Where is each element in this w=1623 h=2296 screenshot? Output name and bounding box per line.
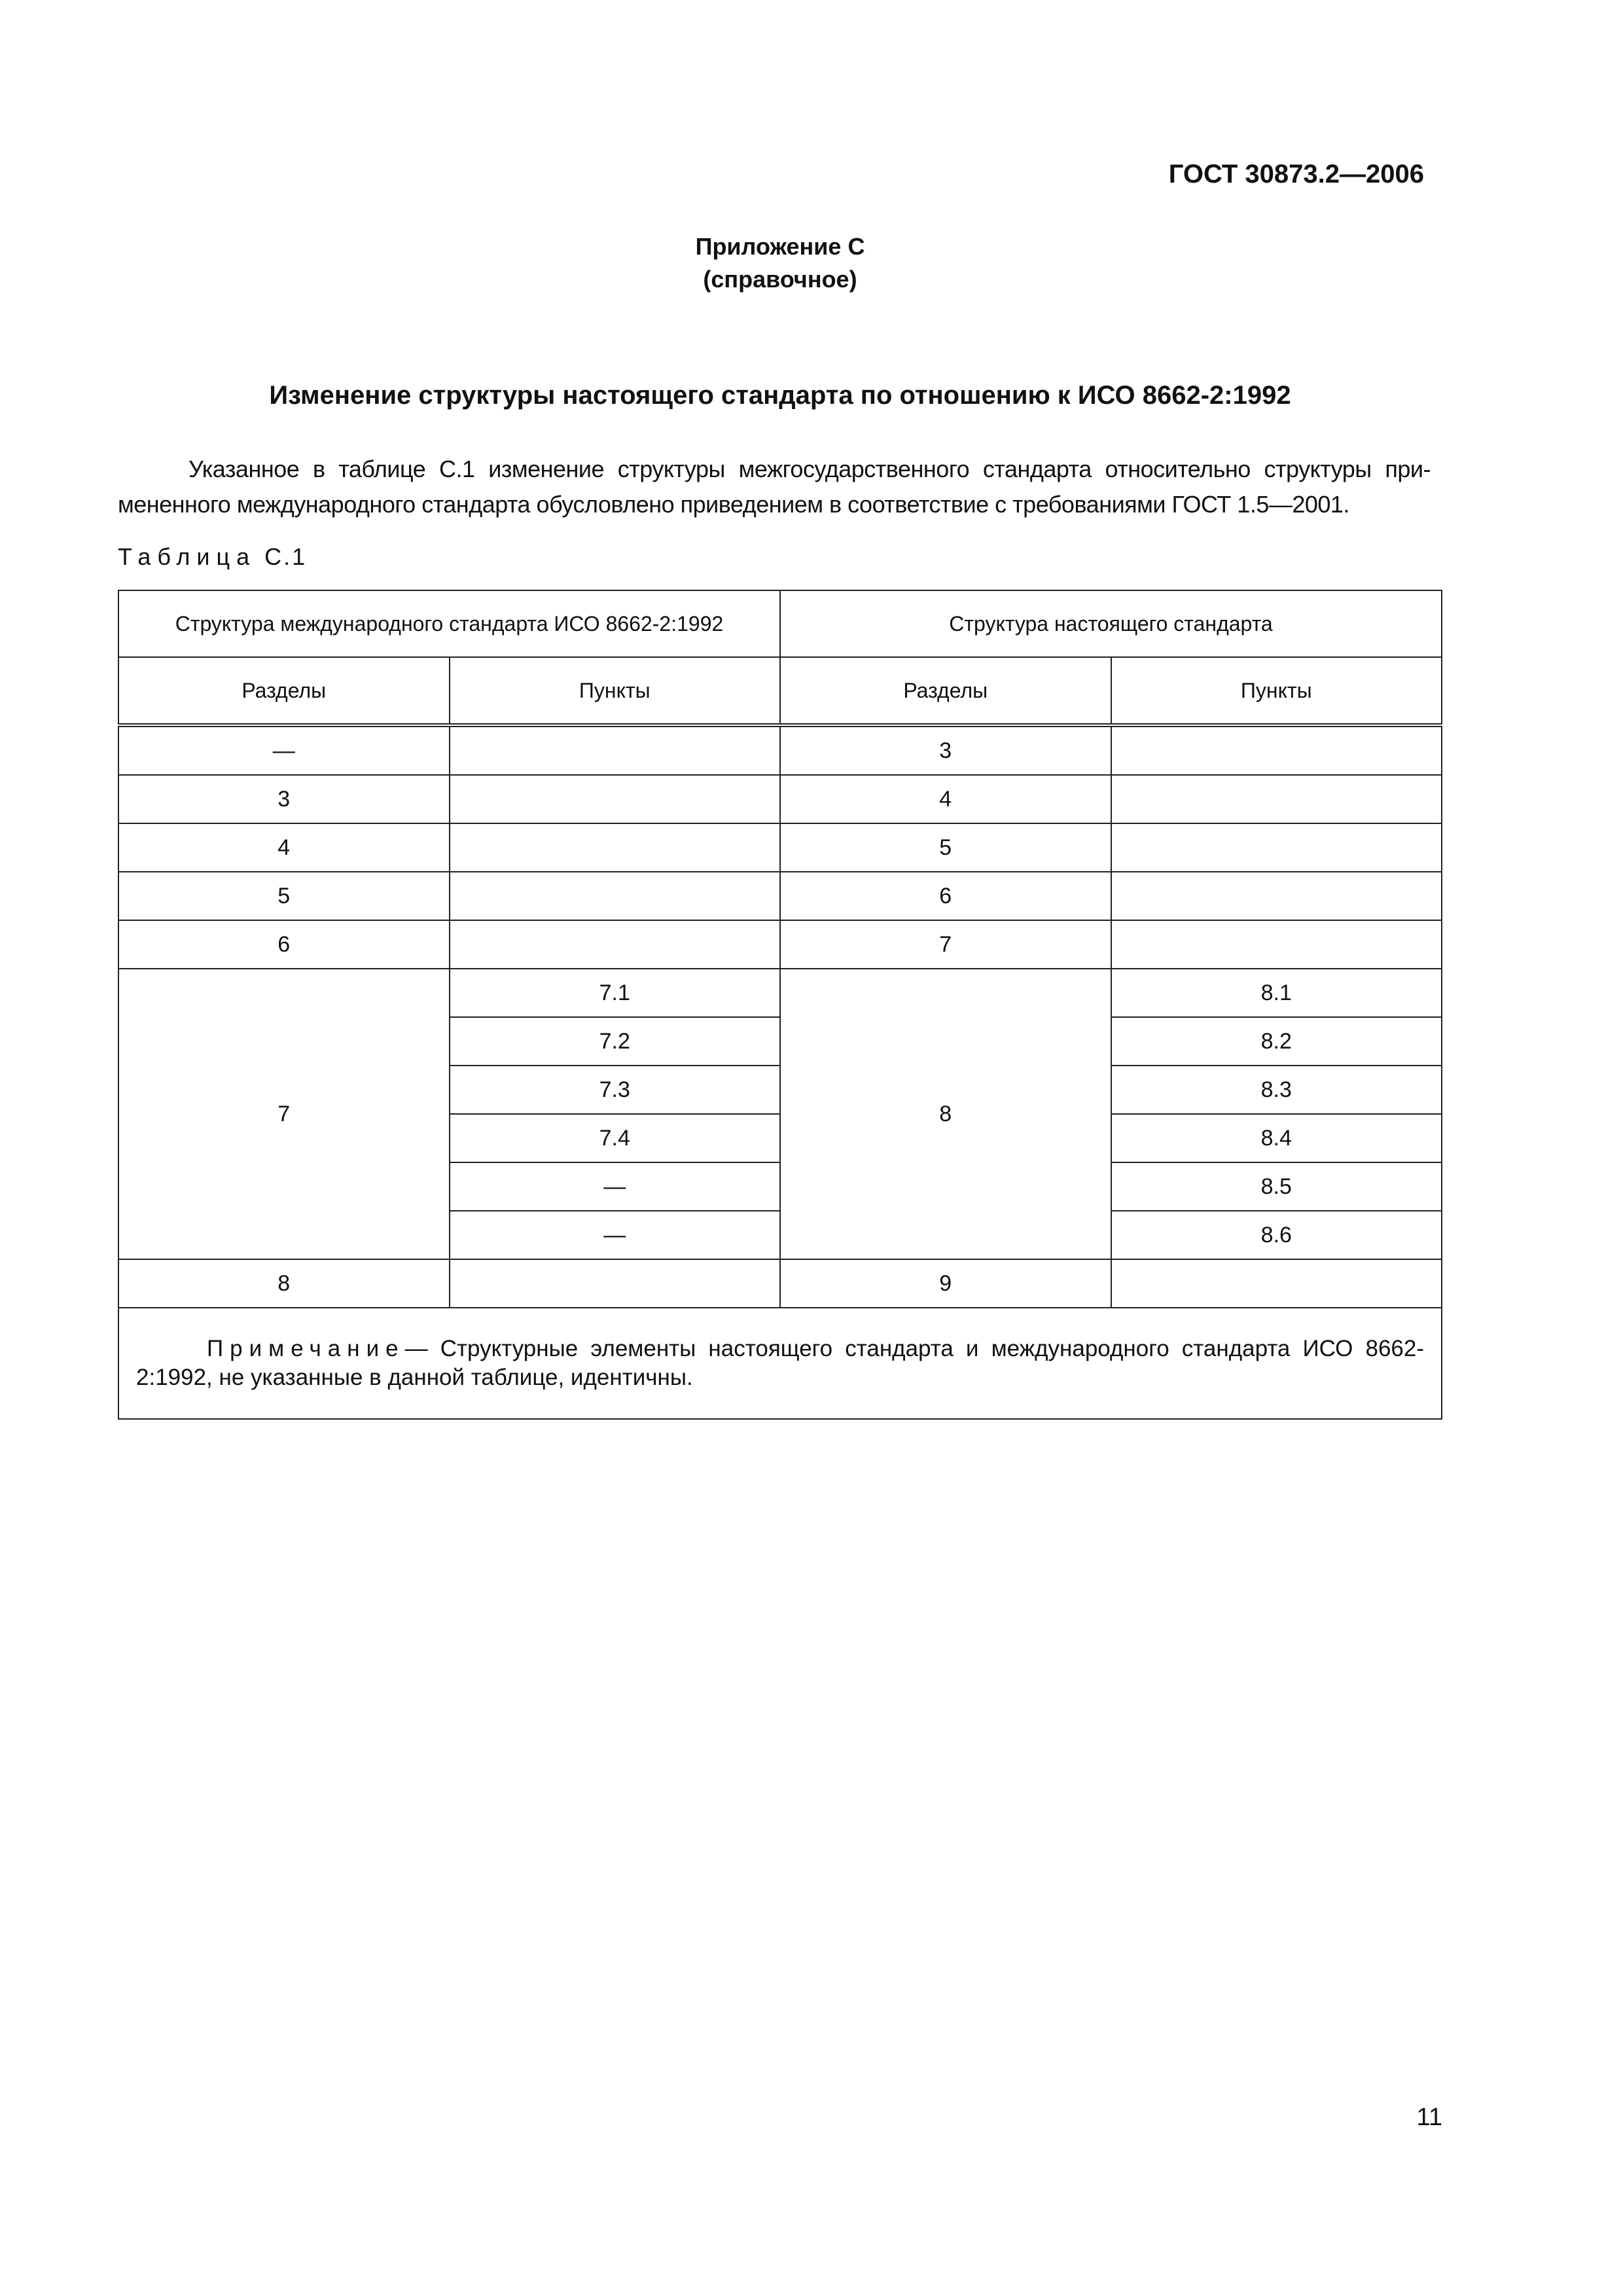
cell-iso-point: — — [450, 1211, 781, 1259]
table-caption — [118, 543, 307, 571]
table-row — [118, 969, 1442, 1017]
appendix-title: Изменение структуры настоящего стандарта по отношению к ИСО 8662-2:1992 — [269, 381, 1291, 410]
table-caption-label: Таблица — [118, 543, 257, 570]
appendix-type: (справочное) — [703, 266, 857, 293]
header-iso-points: Пункты — [450, 657, 781, 725]
cell-iso-point — [450, 823, 781, 872]
cell-gost-section: 5 — [780, 823, 1111, 872]
cell-iso-point — [450, 872, 781, 920]
cell-gost-point: 8.5 — [1111, 1162, 1442, 1211]
cell-gost-point — [1111, 920, 1442, 969]
appendix-heading — [0, 230, 1560, 296]
table-note-row — [118, 1308, 1442, 1419]
cell-iso-point — [450, 775, 781, 823]
cell-iso-section: 4 — [118, 823, 450, 872]
appendix-label: Приложение С — [695, 233, 865, 260]
header-iso-structure: Структура международного стандарта ИСО 8662-2:1992 — [118, 590, 780, 657]
cell-iso-point: 7.1 — [450, 969, 781, 1017]
cell-iso-section: 3 — [118, 775, 450, 823]
document-code: ГОСТ 30873.2—2006 — [1168, 160, 1424, 188]
table-row — [118, 872, 1442, 920]
cell-iso-point — [450, 920, 781, 969]
cell-iso-section: 5 — [118, 872, 450, 920]
cell-gost-point: 8.2 — [1111, 1017, 1442, 1066]
cell-gost-section-merged: 8 — [780, 969, 1111, 1259]
cell-gost-point — [1111, 872, 1442, 920]
cell-gost-section: 7 — [780, 920, 1111, 969]
cell-gost-section: 6 — [780, 872, 1111, 920]
intro-paragraph: Указанное в таблице С.1 изменение структуры межгосударственного стандарта относительно структуры при-мененного международного стандарта обусловлено приведением в соответствие с требованиями ГОСТ 1.5—2001. — [118, 456, 1431, 518]
header-gost-structure: Структура настоящего стандарта — [780, 590, 1442, 657]
cell-iso-section: 6 — [118, 920, 450, 969]
cell-gost-section: 4 — [780, 775, 1111, 823]
table-sub-header-row — [118, 657, 1442, 725]
cell-gost-point: 8.4 — [1111, 1114, 1442, 1162]
cell-gost-section: 9 — [780, 1259, 1111, 1308]
note-label: Примечание — [207, 1336, 405, 1361]
header-gost-sections: Разделы — [780, 657, 1111, 725]
cell-gost-point — [1111, 775, 1442, 823]
cell-gost-point: 8.6 — [1111, 1211, 1442, 1259]
cell-iso-point — [450, 1259, 781, 1308]
table-row — [118, 823, 1442, 872]
page-number: 11 — [1416, 2104, 1442, 2131]
note-text: — Структурные элементы настоящего стандарта и международного стандарта ИСО 8662-2:1992, не указанные в данной таблице, идентичны. — [136, 1336, 1424, 1390]
cell-gost-point — [1111, 823, 1442, 872]
header-iso-sections: Разделы — [118, 657, 450, 725]
table-group-header-row — [118, 590, 1442, 657]
cell-gost-point: 8.3 — [1111, 1066, 1442, 1114]
table-row — [118, 725, 1442, 775]
cell-gost-point — [1111, 725, 1442, 775]
cell-iso-section: 8 — [118, 1259, 450, 1308]
cell-iso-point — [450, 725, 781, 775]
cell-gost-section: 3 — [780, 725, 1111, 775]
cell-gost-point: 8.1 — [1111, 969, 1442, 1017]
cell-iso-section-merged: 7 — [118, 969, 450, 1259]
structure-comparison-table — [118, 590, 1442, 1420]
cell-gost-point — [1111, 1259, 1442, 1308]
cell-iso-section: — — [118, 725, 450, 775]
table-row — [118, 775, 1442, 823]
table-caption-number: С.1 — [264, 543, 308, 570]
table-note — [118, 1308, 1442, 1419]
header-gost-points: Пункты — [1111, 657, 1442, 725]
cell-iso-point: 7.4 — [450, 1114, 781, 1162]
cell-iso-point: — — [450, 1162, 781, 1211]
cell-iso-point: 7.3 — [450, 1066, 781, 1114]
table-row — [118, 920, 1442, 969]
table-row — [118, 1259, 1442, 1308]
cell-iso-point: 7.2 — [450, 1017, 781, 1066]
